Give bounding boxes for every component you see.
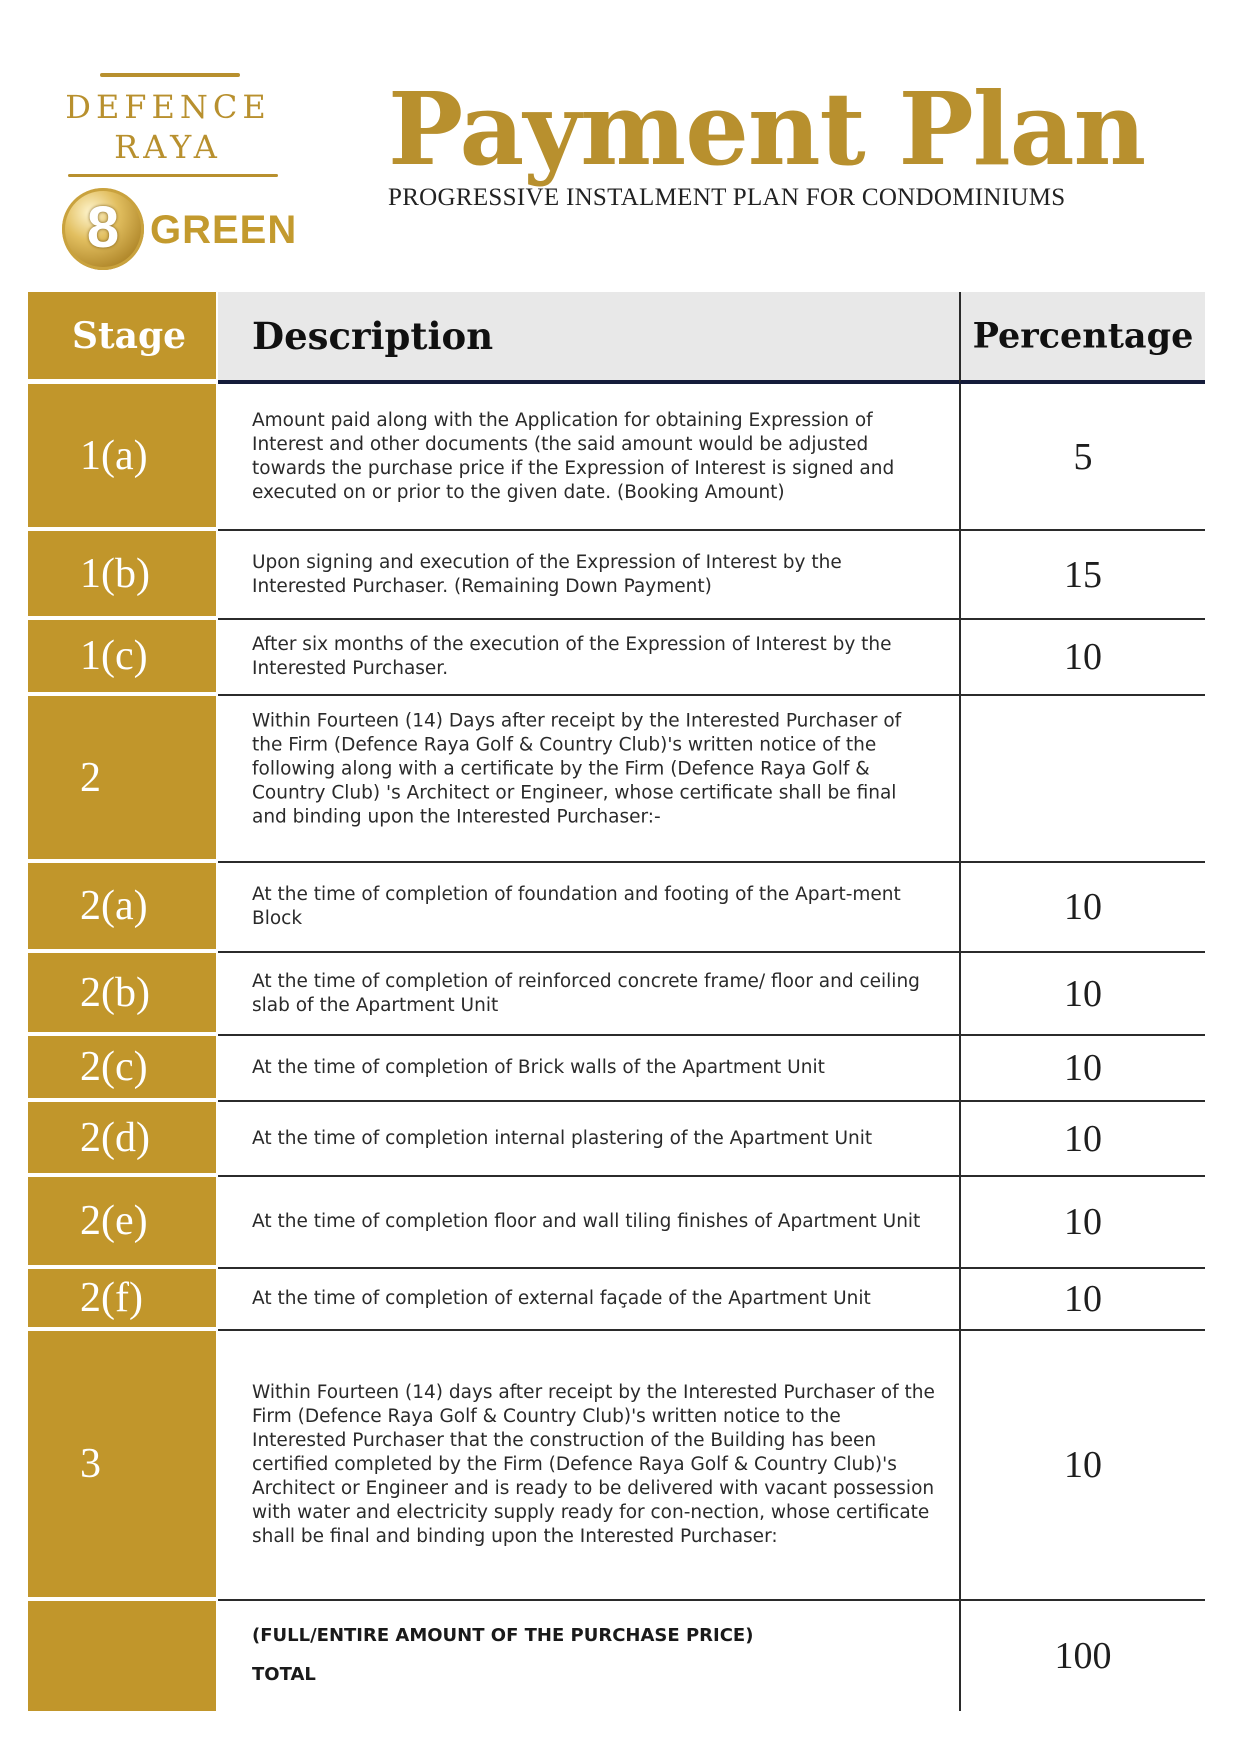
table-row bbox=[28, 384, 1205, 531]
percentage-cell bbox=[959, 696, 1205, 863]
percentage-value: 10 bbox=[1064, 1278, 1102, 1320]
description-text: At the time of completion internal plastering of the Apartment Unit bbox=[252, 1127, 873, 1149]
percentage-value: 10 bbox=[1064, 1047, 1102, 1089]
stage-label: 2(d) bbox=[80, 1114, 150, 1161]
description-text: After six months of the execution of the Expression of Interest by the Interested Purchaser. bbox=[252, 634, 892, 679]
logo-top-rule bbox=[100, 73, 240, 77]
percentage-cell bbox=[959, 1102, 1205, 1177]
brand-logo bbox=[60, 70, 298, 280]
percentage-cell bbox=[959, 863, 1205, 953]
percentage-header-cell bbox=[959, 292, 1205, 384]
percentage-cell bbox=[959, 1036, 1205, 1102]
description-header-cell bbox=[218, 292, 959, 384]
description-cell bbox=[218, 863, 959, 953]
description-text: At the time of completion floor and wall tiling finishes of Apartment Unit bbox=[252, 1211, 921, 1232]
stage-header-cell bbox=[28, 292, 216, 384]
description-cell bbox=[218, 953, 959, 1036]
percentage-cell bbox=[959, 1177, 1205, 1269]
stage-cell bbox=[28, 1177, 216, 1269]
description-header: Description bbox=[252, 314, 494, 358]
total-description-line: (FULL/ENTIRE AMOUNT OF THE PURCHASE PRICE) bbox=[252, 1625, 754, 1646]
description-text: Within Fourteen (14) days after receipt by the Interested Purchaser of the Firm (Defence Raya Golf & Country Club)'s written notice to the Interested Purchaser that the construction of the Building has been certified completed by the Firm (Defence Raya Golf & Country Club)'s Architect or Engineer and is ready to be delivered with vacant possession with water and electricity supply ready for con-nection, whose certificate shall be final and binding upon the Interested Purchaser: bbox=[252, 1382, 935, 1547]
total-description-cell bbox=[218, 1601, 959, 1711]
description-cell bbox=[218, 1177, 959, 1269]
stage-cell bbox=[28, 1269, 216, 1331]
percentage-value: 10 bbox=[1064, 636, 1102, 678]
table-row bbox=[28, 1102, 1205, 1177]
description-cell bbox=[218, 1102, 959, 1177]
description-text: At the time of completion of Brick walls of the Apartment Unit bbox=[252, 1057, 825, 1078]
logo-line-defence: DEFENCE bbox=[65, 88, 271, 126]
description-text: At the time of completion of external façade of the Apartment Unit bbox=[252, 1288, 871, 1309]
stage-label: 3 bbox=[80, 1441, 101, 1487]
description-cell bbox=[218, 384, 959, 531]
percentage-cell bbox=[959, 1331, 1205, 1601]
total-percentage-value: 100 bbox=[1054, 1635, 1112, 1677]
description-cell bbox=[218, 1331, 959, 1601]
percentage-cell bbox=[959, 1269, 1205, 1331]
logo-brand-green: GREEN bbox=[150, 208, 298, 252]
stage-cell bbox=[28, 620, 216, 696]
page-subtitle: PROGRESSIVE INSTALMENT PLAN FOR CONDOMINIUMS bbox=[388, 184, 1066, 211]
table-row bbox=[28, 953, 1205, 1036]
description-cell bbox=[218, 696, 959, 863]
percentage-cell bbox=[959, 620, 1205, 696]
stage-cell bbox=[28, 531, 216, 620]
description-cell bbox=[218, 620, 959, 696]
stage-label: 2(b) bbox=[80, 969, 150, 1016]
stage-cell bbox=[28, 953, 216, 1036]
percentage-value: 10 bbox=[1064, 886, 1102, 928]
description-text: At the time of completion of reinforced concrete frame/ floor and ceiling slab of the Apartment Unit bbox=[252, 970, 920, 1016]
golf-ball-digit: 8 bbox=[86, 195, 120, 260]
payment-plan-table bbox=[28, 292, 1205, 1711]
stage-label: 2 bbox=[80, 754, 101, 801]
description-cell bbox=[218, 1269, 959, 1331]
percentage-value: 10 bbox=[1064, 1201, 1102, 1243]
logo-line-raya: RAYA bbox=[114, 128, 222, 166]
description-cell bbox=[218, 531, 959, 620]
page-title: Payment Plan bbox=[388, 70, 1146, 188]
stage-label: 1(b) bbox=[80, 550, 150, 597]
percentage-value: 10 bbox=[1064, 1117, 1102, 1160]
stage-cell bbox=[28, 384, 216, 531]
percentage-value: 5 bbox=[1073, 435, 1093, 478]
percentage-header: Percentage bbox=[972, 315, 1194, 357]
table-row bbox=[28, 1269, 1205, 1331]
stage-label: 2(c) bbox=[80, 1044, 148, 1090]
percentage-cell bbox=[959, 531, 1205, 620]
table-row bbox=[28, 1331, 1205, 1601]
description-text: Within Fourteen (14) Days after receipt by the Interested Purchaser of the Firm (Defence Raya Golf & Country Club)'s written notice of the following along with a certificate by the Firm (Defence Raya Golf & Country Club) 's Architect or Engineer, whose certificate shall be final and binding upon the Interested Purchaser:- bbox=[252, 709, 902, 827]
percentage-value: 10 bbox=[1064, 972, 1102, 1015]
stage-label: 2(f) bbox=[80, 1275, 143, 1321]
stage-label: 1(c) bbox=[80, 633, 148, 679]
description-cell bbox=[218, 1036, 959, 1102]
table-row bbox=[28, 531, 1205, 620]
description-text: Upon signing and execution of the Expression of Interest by the Interested Purchaser. (Remaining Down Payment) bbox=[252, 551, 842, 597]
percentage-value: 15 bbox=[1064, 553, 1102, 596]
stage-header: Stage bbox=[72, 314, 187, 357]
table-row bbox=[28, 1177, 1205, 1269]
percentage-value: 10 bbox=[1064, 1444, 1102, 1486]
table-row bbox=[28, 696, 1205, 863]
logo-bottom-rule bbox=[68, 174, 278, 177]
percentage-cell bbox=[959, 384, 1205, 531]
stage-label: 2(e) bbox=[80, 1198, 148, 1244]
stage-cell bbox=[28, 1036, 216, 1102]
stage-cell bbox=[28, 696, 216, 863]
table-row bbox=[28, 863, 1205, 953]
table-header-row bbox=[28, 292, 1205, 384]
table-row bbox=[28, 1036, 1205, 1102]
description-text: Amount paid along with the Application for obtaining Expression of Interest and other documents (the said amount would be adjusted towards the purchase price if the Expression of Interest is signed and executed on or prior to the given date. (Booking Amount) bbox=[252, 409, 895, 503]
total-percentage-cell bbox=[959, 1601, 1205, 1711]
stage-cell bbox=[28, 1331, 216, 1601]
golf-ball-icon bbox=[62, 188, 144, 270]
stage-cell bbox=[28, 1102, 216, 1177]
table-row bbox=[28, 620, 1205, 696]
stage-cell bbox=[28, 1601, 216, 1711]
description-text: At the time of completion of foundation and footing of the Apart-ment Block bbox=[252, 884, 901, 929]
table-total-row bbox=[28, 1601, 1205, 1711]
stage-cell bbox=[28, 863, 216, 953]
stage-label: 2(a) bbox=[80, 883, 148, 929]
total-label: TOTAL bbox=[252, 1664, 316, 1685]
stage-label: 1(a) bbox=[80, 432, 148, 479]
percentage-cell bbox=[959, 953, 1205, 1036]
